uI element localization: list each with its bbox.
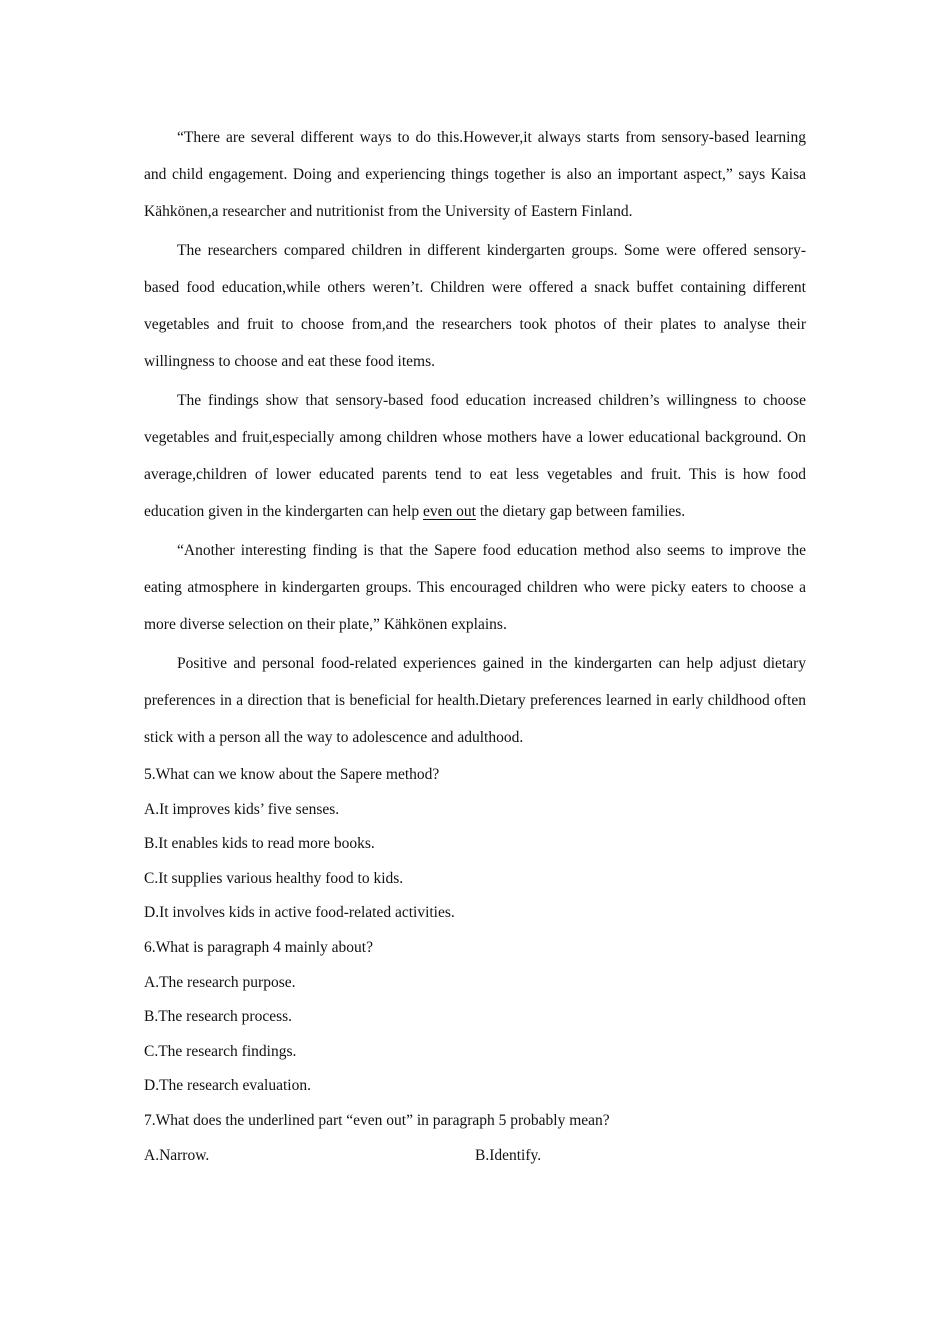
question-6-option-a: A.The research purpose. xyxy=(144,973,296,991)
question-5-option-b: B.It enables kids to read more books. xyxy=(144,835,375,853)
question-7 xyxy=(144,1104,806,1173)
question-7-option-a: A.Narrow. xyxy=(144,1146,210,1164)
question-6-stem: 6.What is paragraph 4 mainly about? xyxy=(144,938,373,956)
paragraph-4: “Another interesting finding is that the Sapere food education method also seems to improve the eating atmosphere in kindergarten groups. This encouraged children who were picky eaters to choose a more diverse selection on their plate,” Kähkönen explains. xyxy=(144,542,806,633)
question-5-stem: 5.What can we know about the Sapere method? xyxy=(144,766,440,783)
paragraph-1: “There are several different ways to do this.However,it always starts from sensory-based learning and child engagement. Doing and experiencing things together is also an important aspect,” says Kaisa Kähkönen,a researcher and nutritionist from the University of Eastern Finland. xyxy=(144,129,806,220)
paragraph-2: The researchers compared children in different kindergarten groups. Some were offered sensory-based food education,while others weren’t. Children were offered a snack buffet containing different vegetables and fruit to choose from,and the researchers took photos of their plates to analyse their willingness to choose and eat these food items. xyxy=(144,242,806,370)
question-6-option-c: C.The research findings. xyxy=(144,1042,297,1060)
paragraph-3 xyxy=(144,382,806,530)
document-page xyxy=(144,119,806,1173)
paragraph-3-text-after: the dietary gap between families. xyxy=(476,503,686,520)
question-5-option-a: A.It improves kids’ five senses. xyxy=(144,800,340,818)
question-6-option-d: D.The research evaluation. xyxy=(144,1077,311,1095)
question-5 xyxy=(144,758,806,931)
underlined-phrase-even-out: even out xyxy=(423,503,476,520)
paragraph-5: Positive and personal food-related experiences gained in the kindergarten can help adjust dietary preferences in a direction that is beneficial for health.Dietary preferences learned in early childhood often stick with a person all the way to adolescence and adulthood. xyxy=(144,655,806,746)
question-5-option-d: D.It involves kids in active food-related activities. xyxy=(144,904,455,922)
question-7-stem: 7.What does the underlined part “even out” in paragraph 5 probably mean? xyxy=(144,1111,610,1129)
question-7-options-row xyxy=(144,1139,806,1174)
question-5-option-c: C.It supplies various healthy food to kids. xyxy=(144,869,404,887)
question-7-option-b: B.Identify. xyxy=(475,1146,542,1164)
question-6-option-b: B.The research process. xyxy=(144,1008,293,1026)
question-6 xyxy=(144,931,806,1104)
paragraph-3-text-before: The findings show that sensory-based food education increased children’s willingness to choose vegetables and fruit,especially among children whose mothers have a lower educational background. On average,children of lower educated parents tend to eat less vegetables and fruit. This is how food education given in the kindergarten can help xyxy=(144,392,806,520)
